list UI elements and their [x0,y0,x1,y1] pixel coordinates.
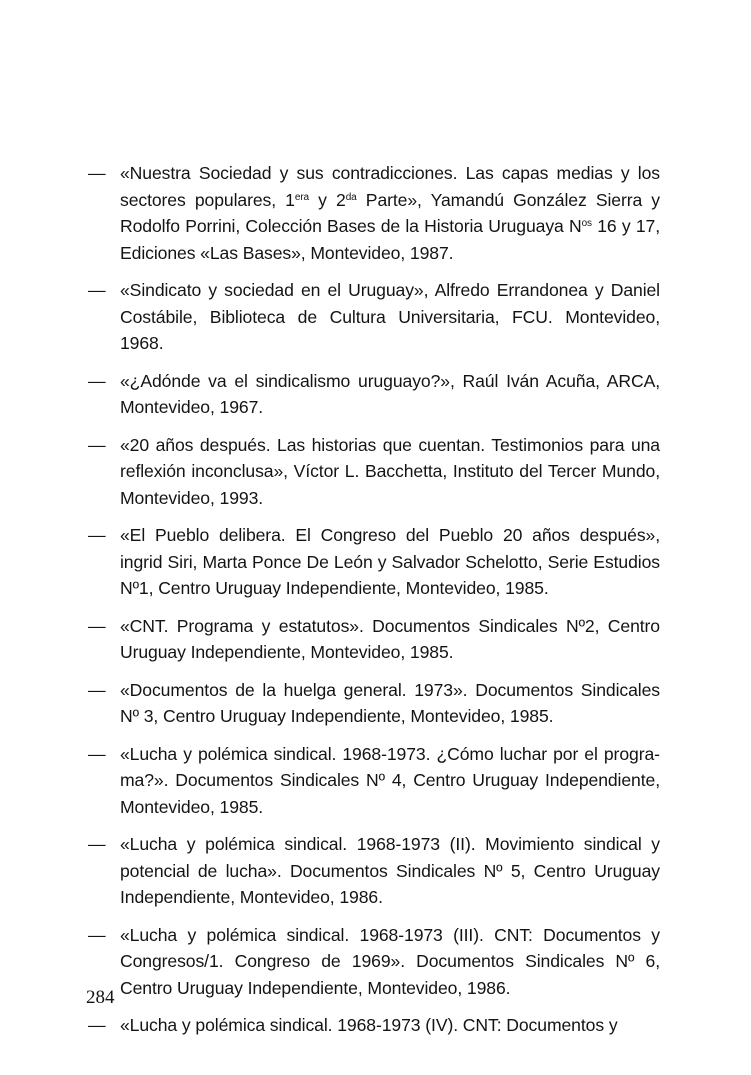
reference-entry [88,160,660,266]
dash-bullet: — [88,743,106,764]
reference-entry [88,922,660,1002]
reference-entry [88,741,660,821]
dash-bullet: — [88,615,106,636]
reference-text: «CNT. Programa y estatutos». Documentos Sindicales Nº2, Centro Uruguay Independiente, Montevideo, 1985. [120,615,660,662]
reference-text: «Lucha y polémica sindical. 1968-1973. ¿Cómo luchar por el programa?». Documentos Sindicales Nº 4, Centro Uruguay Independiente, Montevideo, 1985. [120,743,660,817]
reference-entry [88,277,660,357]
reference-entry [88,522,660,602]
reference-text: «Nuestra Sociedad y sus contradicciones. Las capas medias y los sectores populares, $1^{era}$ y $2^{da}$ Parte», Yamandú González Sierra y Rodolfo Porrini, Colección Bases de la Historia Uruguaya $N^{os}$ 16 y 17, Ediciones «Las Bases», Montevideo, 1987. [120,163,660,263]
reference-entry [88,1012,660,1039]
dash-bullet: — [88,679,106,700]
dash-bullet: — [88,1015,106,1035]
dash-bullet: — [88,370,106,391]
reference-list [88,160,660,1050]
reference-text: «Lucha y polémica sindical. 1968-1973 (IV). CNT: Documentos y [120,1015,618,1035]
dash-bullet: — [88,434,106,455]
reference-text: «Lucha y polémica sindical. 1968-1973 (III). CNT: Documentos y Congresos/1. Congreso de 1969». Documentos Sindicales Nº 6, Centro Uruguay Independiente, Montevideo, 1986. [120,924,660,998]
dash-bullet: — [88,280,106,300]
reference-text: «Lucha y polémica sindical. 1968-1973 (II). Movimiento sindical y potencial de lucha». Documentos Sindicales Nº 5, Centro Uruguay Independiente, Montevideo, 1986. [120,834,660,907]
reference-text: «El Pueblo delibera. El Congreso del Pueblo 20 años después», ingrid Siri, Marta Ponce De León y Salvador Schelotto, Serie Estudios Nº1, Centro Uruguay Independiente, Montevideo, 1985. [120,525,660,598]
reference-text: «20 años después. Las historias que cuentan. Testimonios para una reflexión inconclusa», Víctor L. Bacchetta, Instituto del Tercer Mundo, Montevideo, 1993. [120,434,660,508]
dash-bullet: — [88,834,106,854]
reference-entry [88,368,660,421]
reference-text: «Documentos de la huelga general. 1973». Documentos Sindicales Nº 3, Centro Uruguay Independiente, Montevideo, 1985. [120,679,660,726]
reference-text: «¿Adónde va el sindicalismo uruguayo?», Raúl Iván Acuña, ARCA, Montevideo, 1967. [120,370,660,417]
reference-text: «Sindicato y sociedad en el Uruguay», Alfredo Errandonea y Daniel Costábile, Biblioteca de Cultura Universitaria, FCU. Montevideo, 1968. [120,280,660,353]
reference-entry [88,831,660,911]
reference-entry [88,613,660,666]
reference-entry [88,432,660,512]
reference-entry [88,677,660,730]
dash-bullet: — [88,525,106,545]
page-number: 284 [86,987,115,1008]
dash-bullet: — [88,924,106,945]
dash-bullet: — [88,163,106,183]
